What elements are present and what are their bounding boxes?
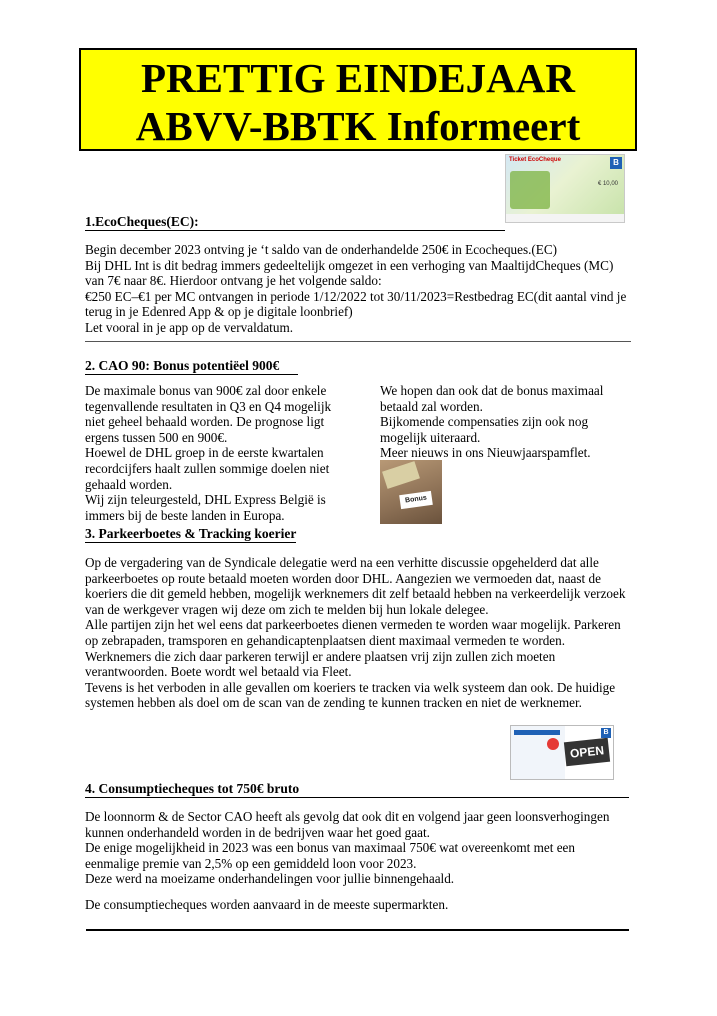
open-sign: OPEN (564, 738, 610, 766)
text-line: betaald zal worden. (380, 398, 483, 414)
section4-body (85, 809, 609, 887)
section3-heading: 3. Parkeerboetes & Tracking koerier (85, 526, 297, 541)
text-line: van de werkgever vragen wij deze om zich te melden bij hun lokale delegee. (85, 601, 489, 617)
text-line: kunnen onderhandeld worden in de bedrijven waar het goed gaat. (85, 824, 430, 840)
banknotes-icon (382, 461, 420, 489)
text-line: De consumptiecheques worden aanvaard in de meeste supermarkten. (85, 897, 449, 912)
bonus-image (380, 460, 442, 524)
banner-subtitle: ABVV-BBTK Informeert (135, 103, 581, 149)
banner-title: PRETTIG EINDEJAAR (141, 55, 575, 101)
divider (85, 341, 631, 342)
text-line: recordcijfers haalt zullen sommige doelen niet (85, 460, 330, 476)
ecocheque-logo: Ticket EcoCheque (509, 157, 561, 163)
text-line: De loonnorm & de Sector CAO heeft als gevolg dat ook dit en volgend jaar geen loonsverhogingen (85, 809, 610, 824)
cheque-badge: B (601, 728, 611, 738)
text-line: tegenvallende resultaten in Q3 en Q4 mogelijk (85, 398, 332, 414)
text-line: gehaald worden. (85, 476, 173, 492)
text-line: van 7€ naar 8€. Hierdoor ontvang je het volgende saldo: (85, 273, 382, 289)
recycle-icon (510, 171, 550, 209)
ecocheque-image (505, 154, 625, 223)
text-line: Bij DHL Int is dit bedrag immers gedeeltelijk omgezet in een verhoging van MaaltijdCheques (MC) (85, 257, 614, 273)
text-line: mogelijk uiteraard. (380, 429, 481, 445)
text-line: Werknemers die zich daar parkeren terwijl er andere plaatsen vrij zijn zullen zich moeten (85, 648, 556, 664)
text-line: systemen hebben als doel om de scan van de zending te kunnen tracken en niet de werknemer. (85, 695, 582, 711)
consumptiecheque-image (510, 725, 614, 780)
ecocheque-badge: B (610, 157, 622, 169)
bonus-card: Bonus (399, 491, 433, 509)
text-line: terug in je Edenred App & op je digitale loonbrief) (85, 304, 353, 320)
cheque-header-bar (514, 730, 560, 735)
text-line: Tevens is het verboden in alle gevallen om koeriers te tracken via welk systeem dan ook. De huidige (85, 679, 616, 695)
section3-body (85, 555, 625, 711)
text-line: Meer nieuws in ons Nieuwjaarspamflet. (380, 445, 591, 461)
text-line: We hopen dan ook dat de bonus maximaal (380, 383, 604, 398)
text-line: ergens tussen 500 en 900€. (85, 429, 228, 445)
text-line: De enige mogelijkheid in 2023 was een bonus van maximaal 750€ wat overeenkomt met een (85, 840, 575, 856)
ecocheque-amount: € 10,00 (597, 181, 618, 187)
section2-heading: 2. CAO 90: Bonus potentiëel 900€ (85, 357, 298, 375)
text-line: op zebrapaden, tramsporen en gehandicaptenplaatsen dient maximaal vermeden te worden. (85, 632, 566, 648)
text-line: Alle partijen zijn het wel eens dat parkeerboetes dienen vermeden te worden waar mogelijk. Parkeren (85, 617, 621, 633)
section2-left-column (85, 383, 331, 523)
text-line: verantwoorden. Boete wordt wel betaald via Fleet. (85, 664, 352, 680)
text-line: Wij zijn teleurgesteld, DHL Express België is (85, 492, 326, 508)
text-line: De maximale bonus van 900€ zal door enkele (85, 383, 327, 398)
text-line: Begin december 2023 ontving je ‘t saldo van de onderhandelde 250€ in Ecocheques.(EC) (85, 242, 558, 257)
text-line: Hoewel de DHL groep in de eerste kwartalen (85, 445, 324, 461)
text-line: koeriers die dit gemeld hebben, mogelijk werknemers dit zelf betaald hebben na verkeerdelijk verzoek (85, 586, 626, 602)
text-line: immers bij de beste landen in Europa. (85, 507, 285, 523)
text-line: parkeerboetes op route betaald moeten worden door DHL. Aangezien we vermoeden dat, naast de (85, 570, 601, 586)
text-line: Let vooral in je app op de vervaldatum. (85, 319, 293, 335)
section1-body (85, 242, 626, 336)
text-line: eenmalige premie van 2,5% op een gemiddeld loon voor 2023. (85, 855, 417, 871)
section1-heading: 1.EcoCheques(EC): (85, 213, 505, 231)
text-line: niet geheel behaald worden. De prognose ligt (85, 414, 325, 430)
section4-heading: 4. Consumptiecheques tot 750€ bruto (85, 780, 629, 798)
bottom-divider (86, 929, 629, 931)
text-line: Op de vergadering van de Syndicale delegatie werd na een verhitte discussie opgehelderd dat alle (85, 555, 599, 570)
text-line: Deze werd na moeizame onderhandelingen voor jullie binnengehaald. (85, 871, 455, 887)
text-line: Bijkomende compensaties zijn ook nog (380, 414, 589, 430)
section4-footer (85, 897, 448, 913)
text-line: €250 EC–€1 per MC ontvangen in periode 1/12/2022 tot 30/11/2023=Restbedrag EC(dit aantal vind je (85, 288, 627, 304)
section2-right-column (380, 383, 603, 461)
ecocheque-barcode-strip (506, 214, 624, 222)
title-banner (79, 48, 637, 151)
cheque-logo-dot (547, 738, 559, 750)
